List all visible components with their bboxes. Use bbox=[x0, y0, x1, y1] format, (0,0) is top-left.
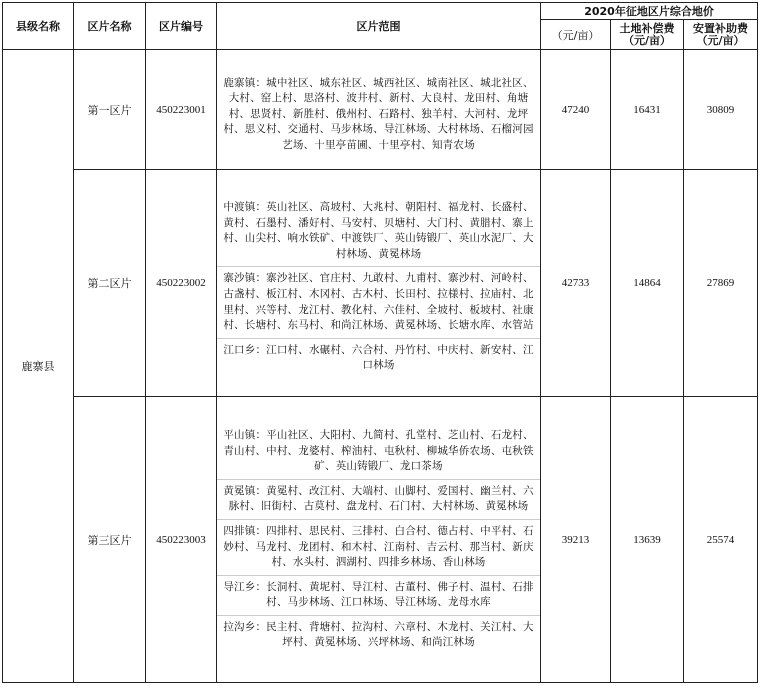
district-land-comp-1: 16431 bbox=[611, 50, 684, 170]
district-land-comp-3: 13639 bbox=[611, 397, 684, 683]
range-block: 导江乡：长洞村、黄坭村、导江村、古董村、佛子村、温村、石排村、马步林场、江口林场、导江林场、龙母水库 bbox=[217, 575, 540, 615]
table-row bbox=[3, 397, 758, 683]
district-resettle-3: 25574 bbox=[684, 397, 758, 683]
district-name-1: 第一区片 bbox=[74, 50, 146, 170]
header-land-comp bbox=[611, 20, 684, 50]
header-price-group: 2020年征地区片综合地价 bbox=[541, 3, 758, 20]
header-resettle bbox=[684, 20, 758, 50]
header-county: 县级名称 bbox=[3, 3, 74, 50]
district-code-3: 450223003 bbox=[146, 397, 217, 683]
range-block: 寨沙镇：寨沙社区、官庄村、九敢村、九甫村、寨沙村、河岭村、古盏村、板江村、木冈村、古木村、长田村、拉様村、拉庙村、北里村、兴等村、龙江村、教化村、六佳村、全坡村、板坡村、社康村、长塘村、东马村、和尚江林场、黄冕林场、长塘水库、水管站 bbox=[217, 266, 540, 337]
range-block: 中渡镇：英山社区、高坡村、大兆村、朝阳村、福龙村、长盛村、黄村、石墨村、潘好村、马安村、贝塘村、大门村、黄腊村、寨上村、山尖村、响水铁矿、中渡铁厂、英山铸锻厂、英山水泥厂、大村林场、黄冕林场 bbox=[223, 201, 534, 260]
header-district-range: 区片范围 bbox=[217, 3, 541, 50]
district-range-1 bbox=[217, 50, 541, 170]
district-range-2 bbox=[217, 170, 541, 397]
district-price-2: 42733 bbox=[541, 170, 611, 397]
county-name: 鹿寨县 bbox=[3, 50, 74, 683]
header-district-code: 区片编号 bbox=[146, 3, 217, 50]
range-block: 黄冕镇：黄冕村、改江村、大端村、山脚村、爱国村、幽兰村、六脉村、旧街村、古莫村、盘龙村、石门村、大村林场、黄冕林场 bbox=[217, 479, 540, 519]
range-block: 四排镇：四排村、思民村、三排村、白合村、德占村、中平村、石妙村、马龙村、龙团村、和木村、江南村、吉云村、那当村、新庆村、水头村、泗湖村、四排乡林场、香山林场 bbox=[217, 519, 540, 575]
land-price-table bbox=[2, 2, 758, 683]
district-name-2: 第二区片 bbox=[74, 170, 146, 397]
district-price-3: 39213 bbox=[541, 397, 611, 683]
header-resettle-unit: （元/亩） bbox=[696, 33, 745, 47]
header-district-name: 区片名称 bbox=[74, 3, 146, 50]
district-resettle-1: 30809 bbox=[684, 50, 758, 170]
range-block: 平山镇：平山社区、大阳村、九简村、孔堂村、芝山村、石龙村、青山村、中村、龙婆村、榨油村、屯秋村、柳城华侨农场、屯秋铁矿、英山铸锻厂、龙口茶场 bbox=[223, 428, 534, 473]
district-range-3 bbox=[217, 397, 541, 683]
district-price-1: 47240 bbox=[541, 50, 611, 170]
range-block: 鹿寨镇：城中社区、城东社区、城西社区、城南社区、城北社区、大村、窑上村、思洛村、波井村、新村、大良村、龙田村、角塘村、思贤村、新胜村、俄州村、石路村、独羊村、大河村、龙坪村、思义村、交通村、马步林场、导江林场、大村林场、石榴河园艺场、十里亭苗圃、十里亭村、知青农场 bbox=[223, 76, 534, 151]
range-block: 江口乡：江口村、水碾村、六合村、丹竹村、中庆村、新安村、江口林场 bbox=[217, 338, 540, 378]
range-block: 拉沟乡：民主村、背塘村、拉沟村、六章村、木龙村、关江村、大坪村、黄冕林场、兴坪林场、和尚江林场 bbox=[217, 615, 540, 655]
header-land-comp-label: 土地补偿费 bbox=[619, 21, 675, 35]
header-land-comp-unit: （元/亩） bbox=[622, 33, 672, 47]
header-resettle-label: 安置补助费 bbox=[693, 21, 749, 35]
district-code-2: 450223002 bbox=[146, 170, 217, 397]
table-row bbox=[3, 50, 758, 170]
district-resettle-2: 27869 bbox=[684, 170, 758, 397]
header-price-unit: （元/亩） bbox=[541, 20, 611, 50]
district-land-comp-2: 14864 bbox=[611, 170, 684, 397]
table-row bbox=[3, 170, 758, 397]
district-code-1: 450223001 bbox=[146, 50, 217, 170]
district-name-3: 第三区片 bbox=[74, 397, 146, 683]
